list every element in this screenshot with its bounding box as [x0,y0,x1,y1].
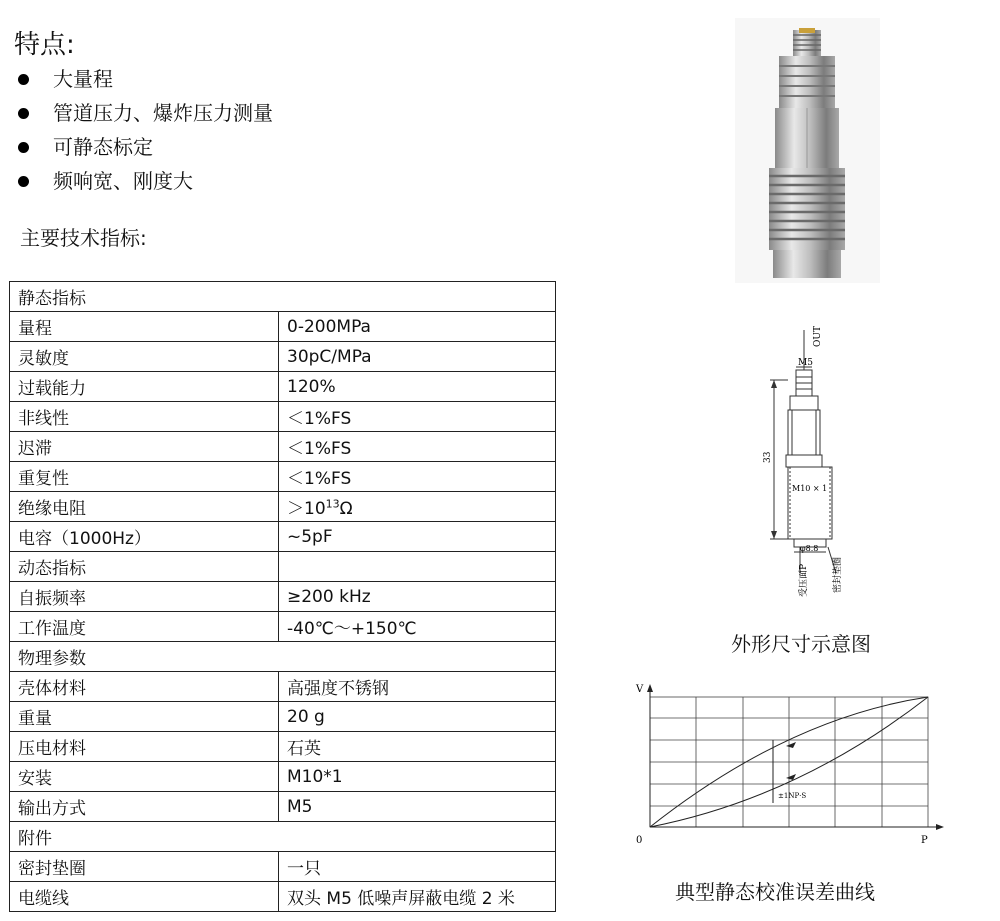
face-label: 受压面P [799,563,809,597]
features-title: 特点: [14,30,75,60]
list-item: 可静态标定 [14,130,273,164]
dimension-drawing [760,325,870,600]
table-row: 非线性 ＜1%FS [10,402,556,432]
table-row: 动态指标 [10,552,556,582]
length-label: 33 [763,451,773,463]
list-item: 频响宽、刚度大 [14,164,273,198]
table-row: 输出方式 M5 [10,792,556,822]
chart-caption: 典型静态校准误差曲线 [675,880,875,904]
table-row: 压电材料 石英 [10,732,556,762]
out-label: OUT [813,326,823,347]
table-row: 工作温度 -40℃～+150℃ [10,612,556,642]
error-annotation: ±1NP·S [778,792,807,800]
section-header: 静态指标 [10,282,556,312]
feature-list [14,62,273,198]
table-row: 自振频率 ≥200 kHz [10,582,556,612]
bullet-icon [18,176,29,187]
table-row [10,282,556,312]
list-item: 管道压力、爆炸压力测量 [14,96,273,130]
table-row [10,822,556,852]
spec-title: 主要技术指标: [20,226,147,250]
y-axis-label: V [636,684,644,695]
calibration-curve-chart [628,678,948,853]
bullet-icon [18,108,29,119]
table-row: 电缆线 双头 M5 低噪声屏蔽电缆 2 米 [10,882,556,912]
sensor-photo [735,18,880,283]
table-row: 灵敏度 30pC/MPa [10,342,556,372]
table-row: 电容（1000Hz） ~5pF [10,522,556,552]
bullet-icon [18,74,29,85]
m5-label: M5 [798,358,813,368]
drawing-caption: 外形尺寸示意图 [731,632,871,656]
x-axis-label: P [921,835,928,846]
table-row: 安装 M10*1 [10,762,556,792]
table-row: 量程 0-200MPa [10,312,556,342]
phi-label: φ8.8 [800,544,819,553]
section-header: 附件 [10,822,556,852]
seal-label: 密封垫圈 [833,556,843,593]
table-row: 重量 20 g [10,702,556,732]
spec-table [9,281,556,912]
table-row: 绝缘电阻 $>10^{13}\Omega$ [10,492,556,522]
table-row: 迟滞 ＜1%FS [10,432,556,462]
list-item: 大量程 [14,62,273,96]
section-header: 物理参数 [10,642,556,672]
insulation-value: $>10^{13}\Omega$ [279,492,556,522]
table-row [10,642,556,672]
m10-label: M10 × 1 [792,484,828,493]
origin-label: 0 [636,835,643,846]
table-row: 过载能力 120% [10,372,556,402]
table-row: 壳体材料 高强度不锈钢 [10,672,556,702]
table-row: 重复性 ＜1%FS [10,462,556,492]
table-row: 密封垫圈 一只 [10,852,556,882]
bullet-icon [18,142,29,153]
